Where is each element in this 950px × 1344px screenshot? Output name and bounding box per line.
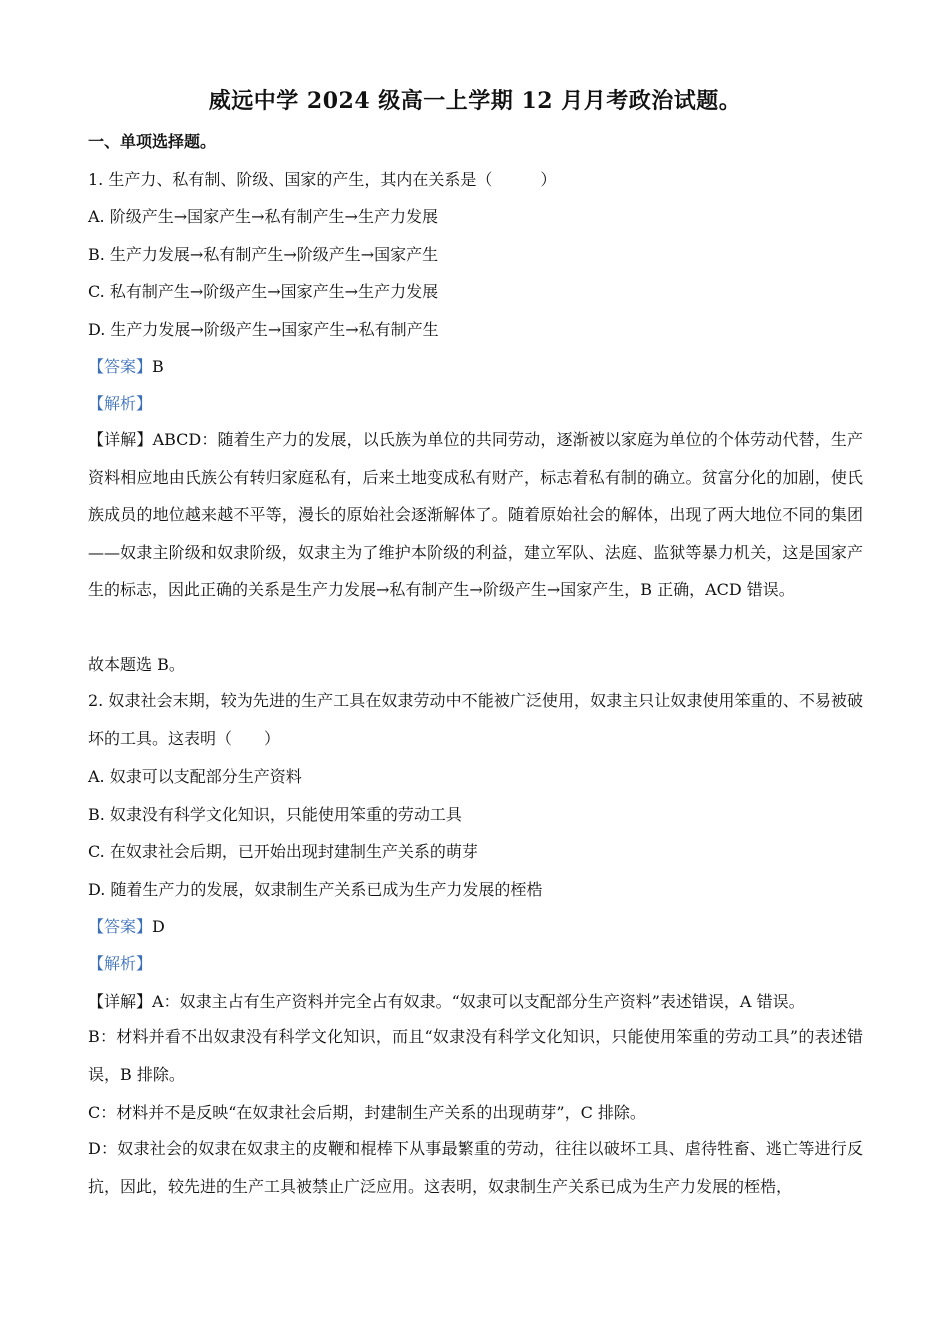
detail-tag: 【详解】 (88, 430, 153, 449)
answer-value: B (152, 357, 164, 376)
answer-tag: 【答案】 (88, 917, 153, 936)
section-heading: 一、单项选择题。 (88, 132, 217, 151)
answer-value: D (152, 917, 165, 936)
detail-text: ABCD：随着生产力的发展，以氏族为单位的共同劳动，逐渐被以家庭为单位的个体劳动代替，生产资料相应地由氏族公有转归家庭私有，后来土地变成私有财产，标志着私有制的确立。贫富分化的加剧，使氏族成员的地位越来越不平等，漫长的原始社会逐渐解体了。随着原始社会的解体，出现了两大地位不同的集团——奴隶主阶级和奴隶阶级，奴隶主为了维护本阶级的利益，建立军队、法庭、监狱等暴力机关，这是国家产生的标志，因此正确的关系是生产力发展→私有制产生→阶级产生→国家产生，B 正确，ACD 错误。 (88, 430, 863, 599)
question-2-detail-d: D：奴隶社会的奴隶在奴隶主的皮鞭和棍棒下从事最繁重的劳动，往往以破坏工具、虐待牲畜、逃亡等进行反抗，因此，较先进的生产工具被禁止广泛应用。这表明，奴隶制生产关系已成为生产力发展的桎梏， (88, 1139, 863, 1196)
question-2-option-b: B. 奴隶没有科学文化知识，只能使用笨重的劳动工具 (88, 805, 462, 824)
question-2-answer (88, 917, 165, 937)
question-2-option-c: C. 在奴隶社会后期，已开始出现封建制生产关系的萌芽 (88, 842, 478, 861)
question-1-conclusion: 故本题选 B。 (88, 655, 185, 674)
question-1-option-d: D. 生产力发展→阶级产生→国家产生→私有制产生 (88, 320, 439, 339)
question-2-option-a: A. 奴隶可以支配部分生产资料 (88, 767, 302, 786)
question-2-stem: 2. 奴隶社会末期，较为先进的生产工具在奴隶劳动中不能被广泛使用，奴隶主只让奴隶使用笨重的、不易被破坏的工具。这表明（ ） (88, 691, 863, 748)
question-1-detail (88, 421, 863, 609)
question-2-analysis-tag: 【解析】 (88, 954, 153, 973)
question-2-detail-c: C：材料并不是反映“在奴隶社会后期，封建制生产关系的出现萌芽”，C 排除。 (88, 1103, 646, 1122)
question-1-option-c: C. 私有制产生→阶级产生→国家产生→生产力发展 (88, 282, 439, 301)
question-2-detail-b: B：材料并看不出奴隶没有科学文化知识，而且“奴隶没有科学文化知识，只能使用笨重的劳动工具”的表述错误，B 排除。 (88, 1027, 863, 1084)
question-1-option-a: A. 阶级产生→国家产生→私有制产生→生产力发展 (88, 207, 438, 226)
question-1-stem: 1. 生产力、私有制、阶级、国家的产生，其内在关系是（ ） (88, 170, 557, 189)
question-2-detail-a (88, 992, 805, 1012)
question-1-answer (88, 357, 164, 377)
question-1-analysis-tag: 【解析】 (88, 394, 153, 413)
question-1-option-b: B. 生产力发展→私有制产生→阶级产生→国家产生 (88, 245, 439, 264)
answer-tag: 【答案】 (88, 357, 153, 376)
question-2-option-d: D. 随着生产力的发展，奴隶制生产关系已成为生产力发展的桎梏 (88, 880, 543, 899)
detail-tag: 【详解】 (88, 992, 153, 1011)
page-title: 威远中学 2024 级高一上学期 12 月月考政治试题。 (208, 88, 742, 114)
detail-text: A：奴隶主占有生产资料并完全占有奴隶。“奴隶可以支配部分生产资料”表述错误，A 错误。 (152, 992, 805, 1011)
